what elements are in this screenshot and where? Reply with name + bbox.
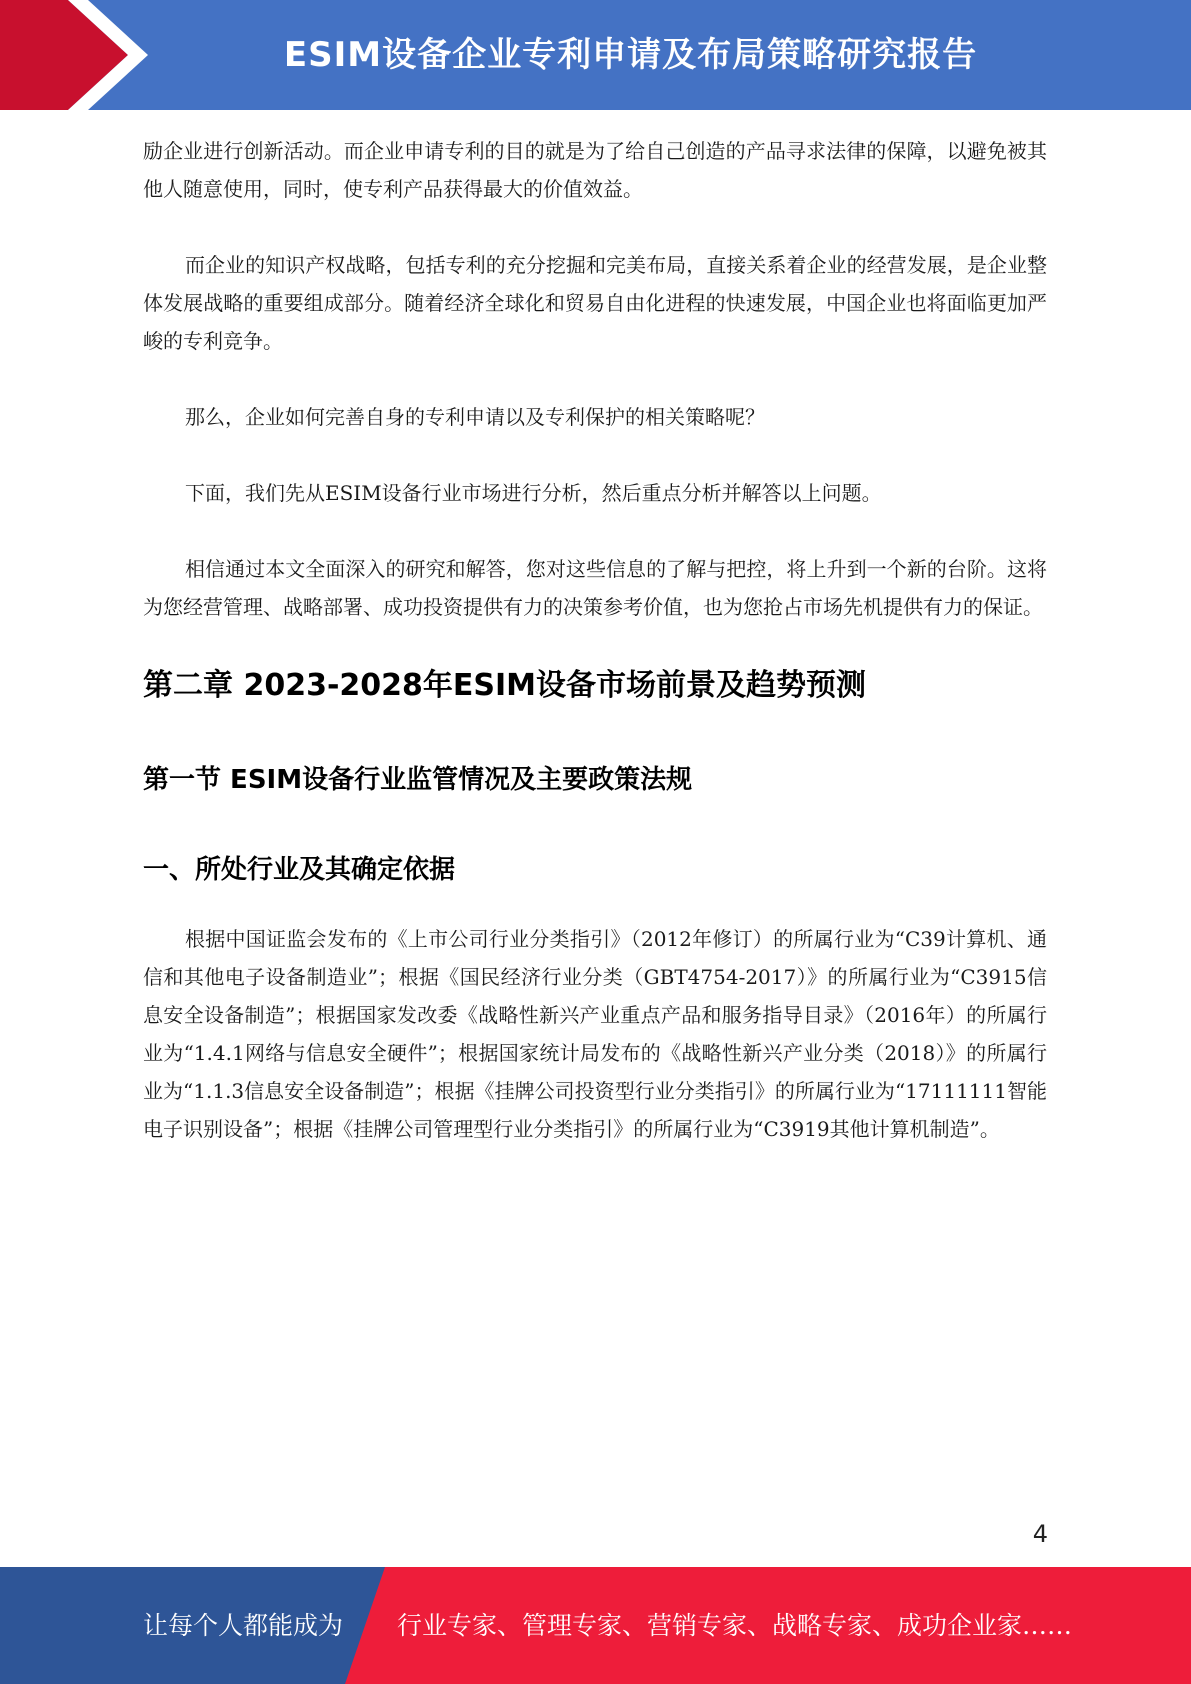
footer-slogan-right: 行业专家、管理专家、营销专家、战略专家、成功企业家…… — [397, 1611, 1073, 1640]
page-header — [0, 0, 1191, 110]
footer-slogan-left: 让每个人都能成为 — [143, 1611, 344, 1640]
header-arrow-decoration — [0, 0, 160, 110]
body-paragraph: 下面，我们先从ESIM设备行业市场进行分析，然后重点分析并解答以上问题。 — [185, 481, 882, 505]
section-heading: 第一节 ESIM设备行业监管情况及主要政策法规 — [143, 765, 693, 795]
header-arrow-red-shape — [0, 0, 128, 110]
body-paragraph: 而企业的知识产权战略，包括专利的充分挖掘和完美布局，直接关系着企业的经营发展，是企业整体发展战略的重要组成部分。随着经济全球化和贸易自由化进程的快速发展，中国企业也将面临更加严峻的专利竞争。 — [143, 253, 1047, 353]
report-title: ESIM设备企业专利申请及布局策略研究报告 — [283, 35, 978, 75]
body-paragraph: 那么，企业如何完善自身的专利申请以及专利保护的相关策略呢？ — [185, 405, 765, 429]
page-footer — [0, 1567, 1191, 1684]
document-body — [143, 132, 1047, 1186]
subsection-heading: 一、所处行业及其确定依据 — [143, 855, 456, 885]
body-paragraph: 励企业进行创新活动。而企业申请专利的目的就是为了给自己创造的产品寻求法律的保障，以避免被其他人随意使用，同时，使专利产品获得最大的价值效益。 — [143, 139, 1047, 201]
body-paragraph: 相信通过本文全面深入的研究和解答，您对这些信息的了解与把控，将上升到一个新的台阶。这将为您经营管理、战略部署、成功投资提供有力的决策参考价值，也为您抢占市场先机提供有力的保证。 — [143, 557, 1047, 619]
page-number: 4 — [1032, 1520, 1048, 1548]
chapter-heading: 第二章 2023-2028年ESIM设备市场前景及趋势预测 — [143, 668, 867, 703]
body-paragraph: 根据中国证监会发布的《上市公司行业分类指引》（2012年修订）的所属行业为“C39计算机、通信和其他电子设备制造业”；根据《国民经济行业分类（GBT4754-2017）》的所属行业为“C3915信息安全设备制造”；根据国家发改委《战略性新兴产业重点产品和服务指导目录》（2016年）的所属行业为“1.4.1网络与信息安全硬件”；根据国家统计局发布的《战略性新兴产业分类（2018）》的所属行业为“1.1.3信息安全设备制造”；根据《挂牌公司投资型行业分类指引》的所属行业为“17111111智能电子识别设备”；根据《挂牌公司管理型行业分类指引》的所属行业为“C3919其他计算机制造”。 — [143, 927, 1047, 1141]
